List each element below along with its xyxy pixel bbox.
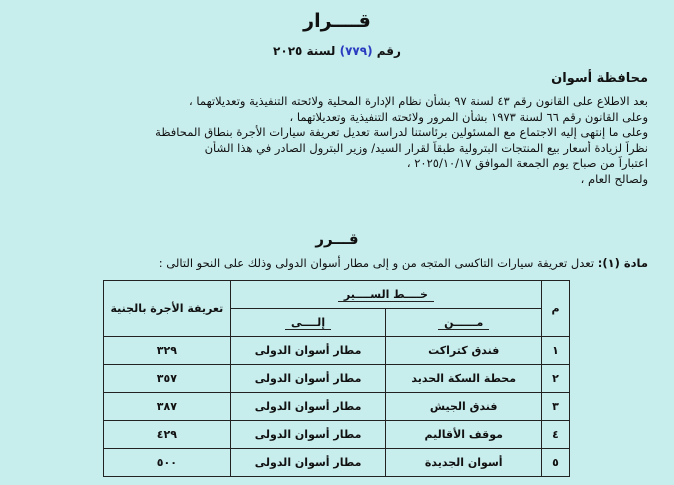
article-text: تعدل تعريفة سيارات التاكسى المتجه من و إلى مطار أسوان الدولى وذلك على النحو التالى : xyxy=(158,256,595,270)
row-from: فندق كتراكت xyxy=(386,337,542,365)
row-from: موقف الأقاليم xyxy=(386,421,542,449)
preamble-line: بعد الاطلاع على القانون رقم ٤٣ لسنة ٩٧ بشأن نظام الإدارة المحلية ولائحته التنفيذية وتعديلاتهما ، xyxy=(189,94,648,108)
row-fare: ٣٨٧ xyxy=(104,393,231,421)
preamble xyxy=(18,94,648,187)
table-row xyxy=(104,449,570,477)
row-to: مطار أسوان الدولى xyxy=(230,365,386,393)
row-fare: ٤٢٩ xyxy=(104,421,231,449)
header-route xyxy=(230,281,541,309)
row-fare: ٣٢٩ xyxy=(104,337,231,365)
header-fare: تعريفة الأجرة بالجنية xyxy=(104,281,231,337)
row-to: مطار أسوان الدولى xyxy=(230,421,386,449)
header-m: م xyxy=(542,281,570,337)
row-number: ٣ xyxy=(542,393,570,421)
preamble-line: وعلى القانون رقم ٦٦ لسنة ١٩٧٣ بشأن المرور ولائحته التنفيذية وتعديلاتهما ، xyxy=(289,109,648,124)
header-to-label: إلــــى xyxy=(285,316,331,330)
preamble-line: وعلى ما إنتهى إليه الاجتماع مع المسئولين برئاستنا لدراسة تعديل تعريفة سيارات الأجرة بنطاق المحافظة xyxy=(155,125,648,139)
row-from: محطة السكة الحديد xyxy=(386,365,542,393)
article-one xyxy=(8,256,648,270)
decision-prefix: رقم xyxy=(376,44,401,58)
header-from-label: مــــــن xyxy=(438,316,489,330)
decision-number: (٧٧٩) xyxy=(339,44,373,58)
decision-year: لسنة ٢٠٢٥ xyxy=(273,44,336,58)
row-from: أسوان الجديدة xyxy=(386,449,542,477)
header-to xyxy=(230,309,386,337)
row-to: مطار أسوان الدولى xyxy=(230,337,386,365)
document-title: قــــرار xyxy=(303,10,371,32)
row-number: ٥ xyxy=(542,449,570,477)
table-row xyxy=(104,337,570,365)
governor-heading: محافظة أسوان xyxy=(551,71,648,86)
header-route-label: خــــط الســــير xyxy=(338,288,434,302)
table-row xyxy=(104,393,570,421)
row-number: ٢ xyxy=(542,365,570,393)
row-from: فندق الجيش xyxy=(386,393,542,421)
row-number: ١ xyxy=(542,337,570,365)
preamble-line: ولصالح العام ، xyxy=(580,171,648,186)
row-to: مطار أسوان الدولى xyxy=(230,449,386,477)
decision-number-line xyxy=(0,44,674,58)
preamble-line: نظراً لزيادة أسعار بيع المنتجات البترولية طبقاً لقرار السيد/ وزير البترول الصادر في هذا الشأن xyxy=(204,140,648,155)
row-fare: ٥٠٠ xyxy=(104,449,231,477)
preamble-line: اعتباراً من صباح يوم الجمعة الموافق ٢٠٢٥/١٠/١٧ ، xyxy=(406,156,648,170)
decide-heading: قـــرر xyxy=(315,230,359,248)
table-row xyxy=(104,365,570,393)
table-row xyxy=(104,421,570,449)
row-fare: ٣٥٧ xyxy=(104,365,231,393)
article-label: مادة (١): xyxy=(597,256,648,270)
row-number: ٤ xyxy=(542,421,570,449)
fares-table xyxy=(103,280,570,477)
row-to: مطار أسوان الدولى xyxy=(230,393,386,421)
header-from xyxy=(386,309,542,337)
